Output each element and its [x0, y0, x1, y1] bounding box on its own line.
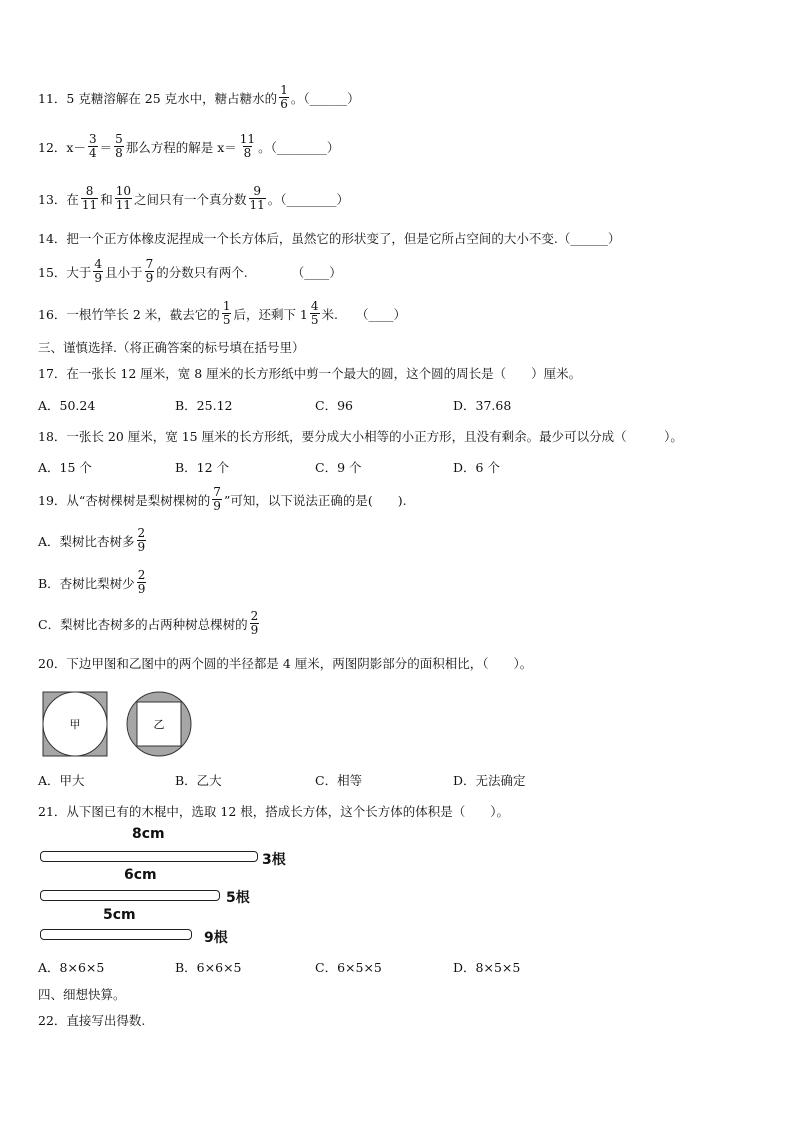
q12-equals: ＝	[99, 139, 113, 155]
q17-option-b[interactable]: B．25.12	[175, 398, 233, 413]
q16-post-text: 米.	[321, 306, 339, 322]
q21-text: 21．从下图已有的木棍中，选取 12 根，搭成长方体，这个长方体的体积是（ ）。	[38, 804, 510, 819]
q20-option-c[interactable]: C．相等	[315, 773, 363, 788]
q19-option-a[interactable]	[38, 527, 148, 554]
question-19	[38, 486, 407, 513]
question-20	[38, 654, 532, 672]
figure-yi-label: 乙	[153, 718, 165, 731]
rod-1-length: 8cm	[132, 826, 165, 842]
question-11	[38, 84, 360, 111]
q16-fraction-2: $\frac{4}{5}$	[310, 299, 319, 327]
q16-fraction-1: $\frac{1}{5}$	[222, 299, 231, 327]
q19b-text: B．杏树比梨树少	[38, 575, 135, 591]
question-21	[38, 802, 509, 820]
q19a-fraction: $\frac{2}{9}$	[137, 526, 146, 554]
q12-fraction-3: $\frac{11}{8}$	[239, 132, 256, 160]
q13-and: 和	[100, 191, 113, 207]
q12-fraction-2: $\frac{5}{8}$	[115, 132, 123, 160]
q20-text: 20．下边甲图和乙图中的两个圆的半径都是 4 厘米，两图阴影部分的面积相比，（ ）。	[38, 656, 533, 671]
q18-option-b[interactable]: B．12 个	[175, 460, 230, 475]
q19b-fraction: $\frac{2}{9}$	[137, 568, 146, 596]
question-12	[38, 133, 339, 160]
figure-jia-label: 甲	[69, 718, 81, 731]
q20-option-d[interactable]: D．无法确定	[453, 773, 526, 788]
rod-3-count: 9根	[204, 930, 228, 946]
q13-fraction-3: $\frac{9}{11}$	[249, 184, 265, 212]
q16-answer-blank[interactable]: （____）	[356, 306, 407, 322]
rod-1	[40, 851, 258, 862]
q21-option-b[interactable]: B．6×6×5	[175, 960, 242, 975]
q19-option-b[interactable]	[38, 569, 148, 596]
q19-post-text: ”可知，以下说法正确的是( ).	[223, 492, 407, 508]
q19-text: 19．从“杏树棵树是梨树棵树的	[38, 492, 211, 508]
rod-3	[40, 929, 192, 940]
q11-fraction: $\frac{1}{6}$	[280, 83, 288, 111]
section-4-heading	[38, 985, 126, 1003]
q18-option-a[interactable]: A．15 个	[38, 460, 92, 475]
rod-2-count: 5根	[226, 890, 250, 906]
q15-fraction-2: $\frac{7}{9}$	[145, 257, 154, 285]
q21-option-d[interactable]: D．8×5×5	[453, 960, 521, 975]
q13-text: 13．在	[38, 191, 79, 207]
rod-1-count: 3根	[262, 852, 286, 868]
q18-text: 18．一张长 20 厘米，宽 15 厘米的长方形纸，要分成大小相等的小正方形，且没有剩余。最少可以分成（ ）。	[38, 429, 683, 444]
figure-yi	[127, 692, 191, 756]
question-14	[38, 229, 620, 247]
q18-option-c[interactable]: C．9 个	[315, 460, 362, 475]
q12-text: 12．x－	[38, 139, 86, 155]
question-15	[38, 258, 342, 285]
q19a-text: A．梨树比杏树多	[38, 533, 135, 549]
q19-fraction: $\frac{7}{9}$	[213, 485, 221, 513]
q19c-text: C．梨树比杏树多的占两种树总棵树的	[38, 616, 248, 632]
q12-fraction-1: $\frac{3}{4}$	[88, 132, 97, 160]
q16-text: 16．一根竹竿长 2 米，截去它的	[38, 306, 220, 322]
q21-option-a[interactable]: A．8×6×5	[38, 960, 105, 975]
question-18	[38, 427, 683, 445]
question-17	[38, 364, 581, 382]
figure-jia	[43, 692, 107, 756]
q15-answer-blank[interactable]: （____）	[291, 264, 342, 280]
q17-text: 17．在一张长 12 厘米，宽 8 厘米的长方形纸中剪一个最大的圆，这个圆的周长是（ ）厘米。	[38, 366, 582, 381]
q13-fraction-1: $\frac{8}{11}$	[81, 184, 98, 212]
q15-mid-text: 且小于	[105, 264, 143, 280]
section-3-title: 三、谨慎选择.（将正确答案的标号填在括号里）	[38, 340, 305, 355]
question-16	[38, 300, 406, 327]
q15-post-text: 的分数只有两个.	[156, 264, 248, 280]
q17-option-d[interactable]: D．37.68	[453, 398, 512, 413]
q21-option-c[interactable]: C．6×5×5	[315, 960, 382, 975]
q12-answer-blank[interactable]: 。（________）	[258, 139, 340, 155]
q17-option-c[interactable]: C．96	[315, 398, 353, 413]
section-4-title: 四、细想快算。	[38, 987, 126, 1002]
q18-option-d[interactable]: D．6 个	[453, 460, 500, 475]
q15-fraction-1: $\frac{4}{9}$	[94, 257, 103, 285]
q14-text: 14．把一个正方体橡皮泥捏成一个长方体后，虽然它的形状变了，但是它所占空间的大小不变.（______）	[38, 231, 621, 246]
section-3-heading	[38, 338, 304, 356]
q17-option-a[interactable]: A．50.24	[38, 398, 96, 413]
q12-mid-text: 那么方程的解是 x＝	[125, 139, 237, 155]
q13-mid-text: 之间只有一个真分数	[133, 191, 247, 207]
q11-answer-blank[interactable]: 。（______）	[290, 90, 360, 106]
q20-figures	[40, 689, 200, 759]
q20-option-b[interactable]: B．乙大	[175, 773, 222, 788]
rod-2-length: 6cm	[124, 867, 157, 883]
q20-option-a[interactable]: A．甲大	[38, 773, 85, 788]
question-22	[38, 1011, 145, 1029]
q19c-fraction: $\frac{2}{9}$	[250, 609, 259, 637]
q22-text: 22．直接写出得数.	[38, 1013, 146, 1028]
q15-text: 15．大于	[38, 264, 92, 280]
q19-option-c[interactable]	[38, 610, 261, 637]
question-13	[38, 185, 349, 212]
q11-text: 11．5 克糖溶解在 25 克水中，糖占糖水的	[38, 90, 278, 106]
q16-mid-text: 后，还剩下 1	[233, 306, 308, 322]
rod-3-length: 5cm	[103, 907, 136, 923]
q13-fraction-2: $\frac{10}{11}$	[115, 184, 131, 212]
rod-2	[40, 890, 220, 901]
q13-answer-blank[interactable]: 。（________）	[267, 191, 350, 207]
